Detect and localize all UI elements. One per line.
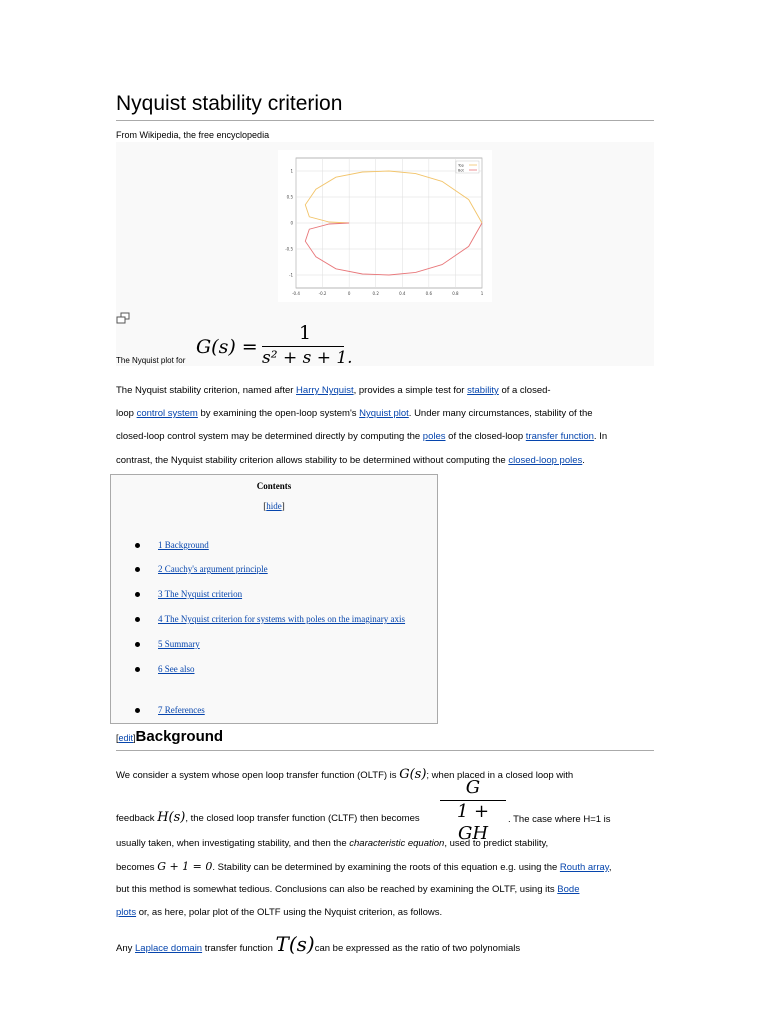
y-tick-label: 0 bbox=[290, 220, 293, 226]
text: can be expressed as the ratio of two polynomials bbox=[314, 943, 521, 954]
emphasis-characteristic-equation: characteristic equation bbox=[349, 838, 445, 849]
bullet-icon bbox=[135, 567, 140, 572]
edit-section bbox=[116, 733, 136, 743]
x-tick-label: 1 bbox=[480, 291, 484, 296]
bg-line-2 bbox=[116, 812, 420, 825]
toc-link-references[interactable]: 7 References bbox=[158, 705, 205, 715]
bg-line-6 bbox=[116, 907, 442, 919]
toc-item bbox=[135, 705, 205, 715]
toc-link-cauchy[interactable]: 2 Cauchy's argument principle bbox=[158, 564, 268, 574]
tagline: From Wikipedia, the free encyclopedia bbox=[116, 130, 270, 140]
figure-caption: The Nyquist plot for bbox=[116, 356, 186, 365]
toc-hide-toggle bbox=[111, 501, 437, 511]
text: , the closed loop transfer function (CLTF) then becomes bbox=[185, 813, 420, 824]
text: loop bbox=[116, 408, 137, 419]
text: , provides a simple test for bbox=[353, 385, 468, 396]
toc-link-nyquist-criterion[interactable]: 3 The Nyquist criterion bbox=[158, 589, 243, 599]
formula-numerator: 1 bbox=[298, 322, 312, 344]
text: . Under many circumstances, stability of the bbox=[408, 408, 593, 419]
y-tick-label: -0.5 bbox=[285, 246, 293, 252]
toc-item bbox=[135, 589, 242, 599]
text: Any bbox=[116, 943, 136, 954]
math-t-s: T(s) bbox=[275, 932, 315, 956]
text: . Stability can be determined by examining the roots of this equation e.g. using the bbox=[212, 862, 560, 873]
link-transfer-function[interactable]: transfer function bbox=[525, 431, 594, 442]
link-bode[interactable]: Bode bbox=[557, 884, 580, 895]
cltf-fraction bbox=[440, 778, 506, 845]
toc-hide-link[interactable]: hide bbox=[266, 501, 282, 511]
bullet-icon bbox=[135, 592, 140, 597]
link-routh-array[interactable]: Routh array bbox=[559, 862, 609, 873]
formula-bar bbox=[262, 346, 344, 347]
text: ; when placed in a closed loop with bbox=[426, 770, 574, 781]
intro-line-4 bbox=[116, 455, 585, 467]
text: by examining the open-loop system's bbox=[197, 408, 360, 419]
table-of-contents bbox=[110, 474, 438, 724]
x-tick-label: 0.4 bbox=[399, 291, 406, 296]
toc-link-summary[interactable]: 5 Summary bbox=[158, 639, 200, 649]
text: usually taken, when investigating stability, and then the bbox=[116, 838, 350, 849]
text: feedback bbox=[116, 813, 158, 824]
y-tick-label: 0.5 bbox=[286, 194, 293, 200]
bg-line-2-tail: . The case where H=1 is bbox=[508, 814, 611, 825]
link-poles[interactable]: poles bbox=[422, 431, 446, 442]
x-tick-label: 0.6 bbox=[425, 291, 433, 296]
nyquist-plot-image[interactable] bbox=[278, 150, 492, 302]
toc-item bbox=[135, 614, 405, 624]
bg-line-3 bbox=[116, 838, 548, 850]
intro-line-1 bbox=[116, 385, 551, 397]
text: transfer function bbox=[202, 943, 276, 954]
link-nyquist-plot[interactable]: Nyquist plot bbox=[359, 408, 409, 419]
bg-line-5 bbox=[116, 884, 579, 896]
link-harry-nyquist[interactable]: Harry Nyquist bbox=[296, 385, 354, 396]
intro-line-2 bbox=[116, 408, 593, 420]
text: but this method is somewhat tedious. Conclusions can also be reached by examining the OLTF, using its bbox=[116, 884, 558, 895]
bg-line-7 bbox=[116, 932, 521, 956]
intro-line-3 bbox=[116, 431, 607, 443]
toc-item bbox=[135, 639, 200, 649]
toc-item bbox=[135, 564, 268, 574]
edit-link[interactable]: edit bbox=[118, 733, 134, 743]
text: becomes bbox=[116, 862, 158, 873]
text: , bbox=[608, 862, 612, 873]
math-characteristic: G + 1 = 0 bbox=[157, 860, 213, 873]
text: of the closed-loop bbox=[445, 431, 526, 442]
bullet-icon bbox=[135, 617, 140, 622]
fraction-numerator: G bbox=[440, 778, 506, 801]
legend-label: Top bbox=[458, 163, 464, 168]
math-h-s: H(s) bbox=[157, 810, 186, 825]
text: contrast, the Nyquist stability criterion allows stability to be determined without computing the bbox=[116, 455, 509, 466]
toc-item bbox=[135, 540, 209, 550]
toc-title: Contents bbox=[256, 481, 292, 491]
link-control-system[interactable]: control system bbox=[136, 408, 198, 419]
link-closed-loop-poles[interactable]: closed-loop poles bbox=[508, 455, 583, 466]
legend-label: Bot bbox=[458, 168, 464, 173]
toc-link-imaginary-axis[interactable]: 4 The Nyquist criterion for systems with poles on the imaginary axis bbox=[158, 614, 406, 624]
link-stability[interactable]: stability bbox=[467, 385, 499, 396]
fraction-denominator: 1 + GH bbox=[456, 801, 490, 844]
text: closed-loop control system may be determined directly by computing the bbox=[116, 431, 423, 442]
text: The Nyquist stability criterion, named after bbox=[116, 385, 297, 396]
nyquist-plot-svg bbox=[278, 150, 492, 302]
text: or, as here, polar plot of the OLTF using the Nyquist criterion, as follows. bbox=[136, 907, 443, 918]
text: . bbox=[582, 455, 585, 466]
toc-item bbox=[135, 664, 195, 674]
text: We consider a system whose open loop transfer function (OLTF) is bbox=[116, 770, 400, 781]
toc-link-see-also[interactable]: 6 See also bbox=[158, 664, 195, 674]
x-tick-label: 0 bbox=[347, 291, 351, 296]
bullet-icon bbox=[135, 543, 140, 548]
text: of a closed- bbox=[498, 385, 551, 396]
link-laplace-domain[interactable]: Laplace domain bbox=[135, 943, 203, 954]
section-title: Background bbox=[135, 728, 224, 745]
magnify-icon[interactable] bbox=[116, 312, 130, 324]
x-tick-label: -0.4 bbox=[292, 291, 300, 296]
bracket: ] bbox=[133, 733, 136, 743]
bullet-icon bbox=[135, 642, 140, 647]
y-tick-label: -1 bbox=[289, 272, 293, 278]
x-tick-label: -0.2 bbox=[318, 291, 327, 296]
text: . In bbox=[593, 431, 608, 442]
page-title: Nyquist stability criterion bbox=[116, 92, 654, 121]
bullet-icon bbox=[135, 667, 140, 672]
bracket: [ bbox=[116, 733, 119, 743]
math-g-s: G(s) bbox=[399, 767, 427, 782]
formula-lhs: G(s) = bbox=[196, 336, 258, 358]
bg-line-4 bbox=[116, 861, 611, 874]
y-tick-label: 1 bbox=[290, 168, 293, 174]
text: , used to predict stability, bbox=[444, 838, 549, 849]
x-tick-label: 0.2 bbox=[372, 291, 379, 296]
toc-link-background[interactable]: 1 Background bbox=[158, 540, 209, 550]
bullet-icon bbox=[135, 708, 140, 713]
link-plots[interactable]: plots bbox=[116, 907, 137, 918]
section-heading-background bbox=[116, 728, 654, 751]
bracket: ] bbox=[281, 501, 285, 511]
formula-denominator: s² + s + 1. bbox=[262, 348, 353, 368]
x-tick-label: 0.8 bbox=[452, 291, 459, 296]
bracket: [ bbox=[263, 501, 267, 511]
